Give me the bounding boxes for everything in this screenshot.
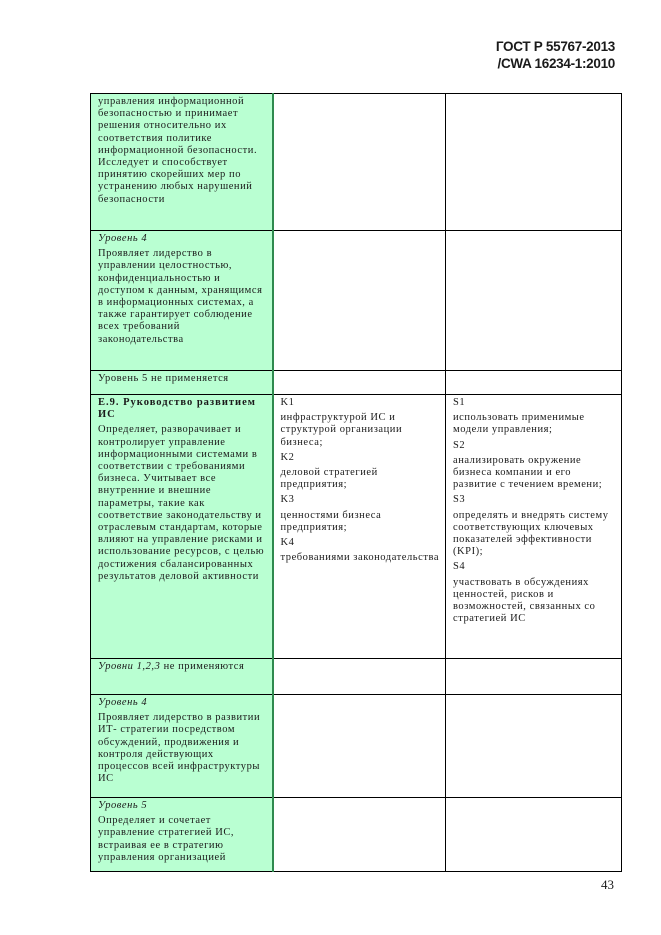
table-row <box>91 695 622 798</box>
skills-cell <box>446 94 622 231</box>
level-label: Уровни 1,2,3 <box>98 661 161 672</box>
level-description: Проявляет лидерство в развитии ИТ- стратегии посредством обсуждений, продвижения и контроля действующих процессов всей инфраструктуры ИС <box>98 712 261 785</box>
document-header <box>496 38 615 72</box>
knowledge-cell <box>273 395 446 659</box>
competence-level-cell <box>91 798 273 872</box>
skill-code: S3 <box>453 494 466 506</box>
skills-cell <box>446 659 622 695</box>
level-description: Проявляет лидерство в управлении целостностью, конфиденциальностью и доступом к данным, хранящимся в информационных системах, а также гарантирует соблюдение всех требований законодательства <box>98 248 263 345</box>
table-row <box>91 395 622 659</box>
competence-level-cell <box>91 659 273 695</box>
skills-cell <box>446 371 622 395</box>
knowledge-text: требованиями законодательства <box>280 552 440 564</box>
description-text: Определяет, разворачивает и контролирует управление информационными системами в соответствии с требованиями бизнеса. Учитывает все внутренние и внешние параметры, такие как соответствие законодательству и отраслевым стандартам, которые влияют на управление рисками и использование ресурсов, с целью достижения сбалансированных результатов деловой активности <box>98 424 265 582</box>
skill-text: участвовать в обсуждениях ценностей, рисков и возможностей, связанных со стратегией ИС <box>453 576 596 625</box>
level-label: Уровень 5 <box>98 800 148 811</box>
level-note: не применяются <box>160 661 245 672</box>
competence-description-cell <box>91 395 273 659</box>
competence-table <box>90 93 622 872</box>
description-text: управления информационной безопасностью и принимает решения относительно их соответствия политике информационной безопасности. Исследует и способствует принятию скорейших мер по устранению любых нарушений безопасности <box>98 96 258 205</box>
competence-title: Е.9. Руководство развитием ИС <box>98 397 256 421</box>
level-label: Уровень 4 <box>98 697 148 708</box>
knowledge-cell <box>273 94 446 231</box>
knowledge-code: K1 <box>280 397 295 408</box>
skills-cell <box>446 695 622 798</box>
knowledge-cell <box>273 659 446 695</box>
competence-level-cell <box>91 371 273 395</box>
standard-number: ГОСТ Р 55767-2013 <box>495 39 615 54</box>
skills-cell <box>446 395 622 659</box>
page-number: 43 <box>601 877 614 892</box>
skills-cell <box>446 798 622 872</box>
knowledge-cell <box>273 371 446 395</box>
competence-description-cell <box>91 94 273 231</box>
cwa-number: /CWA 16234-1:2010 <box>497 56 615 71</box>
knowledge-code: K3 <box>280 494 295 506</box>
level-label: Уровень 4 <box>98 233 148 244</box>
level-note: Уровень 5 не применяется <box>98 373 229 384</box>
knowledge-text: ценностями бизнеса предприятия; <box>280 509 382 533</box>
level-description: Определяет и сочетает управление стратегией ИС, встраивая ее в стратегию управления организацией <box>98 815 235 863</box>
skill-text: определять и внедрять систему соответствующих ключевых показателей эффективности (KPI); <box>453 509 609 558</box>
skills-cell <box>446 231 622 371</box>
knowledge-code: K4 <box>280 537 295 549</box>
table-row <box>91 659 622 695</box>
table-row <box>91 798 622 872</box>
knowledge-cell <box>273 695 446 798</box>
table-row <box>91 371 622 395</box>
competence-level-cell <box>91 231 273 371</box>
skill-text: использовать применимые модели управления; <box>453 412 585 436</box>
knowledge-code: K2 <box>280 451 295 463</box>
skill-code: S1 <box>453 397 466 408</box>
knowledge-cell <box>273 798 446 872</box>
table-row <box>91 94 622 231</box>
competence-level-cell <box>91 695 273 798</box>
skill-text: анализировать окружение бизнеса компании и его развитие с течением времени; <box>453 454 603 491</box>
table-row <box>91 231 622 371</box>
knowledge-text: деловой стратегией предприятия; <box>280 467 378 491</box>
skill-code: S2 <box>453 439 466 451</box>
knowledge-cell <box>273 231 446 371</box>
knowledge-text: инфраструктурой ИС и структурой организации бизнеса; <box>280 412 403 448</box>
skill-code: S4 <box>453 561 466 573</box>
